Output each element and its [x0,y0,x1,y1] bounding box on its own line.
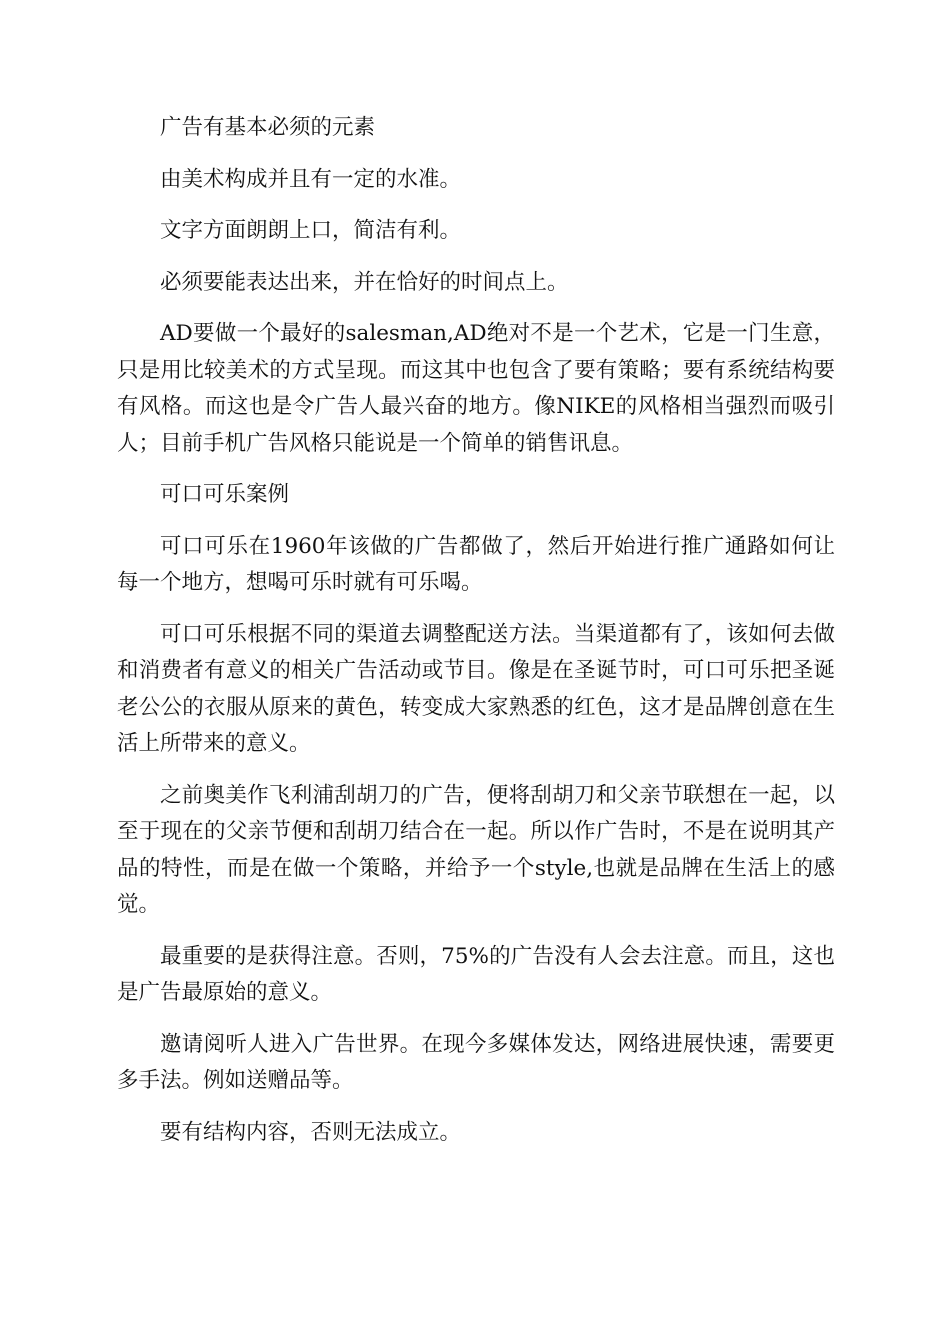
paragraph-wording: 文字方面朗朗上口，简洁有利。 [160,218,462,243]
paragraph-heading-ad-elements: 广告有基本必须的元素 [160,115,376,140]
document-page [117,110,835,1166]
paragraph-coca-cola-1960: 可口可乐在1960年该做的广告都做了，然后开始进行推广通路如何让每一个地方，想喝可乐时就有可乐喝。 [117,533,835,595]
paragraph-philips-razor: 之前奥美作飞利浦刮胡刀的广告，便将刮胡刀和父亲节联想在一起，以至于现在的父亲节便和刮胡刀结合在一起。所以作广告时，不是在说明其产品的特性，而是在做一个策略，并给予一个style,也就是品牌在生活上的感觉。 [117,782,835,917]
paragraph-invite-audience: 邀请阅听人进入广告世界。在现今多媒体发达，网络进展快速，需要更多手法。例如送赠品等。 [117,1031,835,1093]
paragraph-heading-coca-cola-case: 可口可乐案例 [160,482,290,507]
paragraph-coca-cola-channels: 可口可乐根据不同的渠道去调整配送方法。当渠道都有了，该如何去做和消费者有意义的相关广告活动或节目。像是在圣诞节时，可口可乐把圣诞老公公的衣服从原来的黄色，转变成大家熟悉的红色，这才是品牌创意在生活上所带来的意义。 [117,621,835,756]
paragraph-timing: 必须要能表达出来，并在恰好的时间点上。 [160,269,569,295]
paragraph-art-standard: 由美术构成并且有一定的水准。 [160,166,462,192]
paragraph-ad-salesman: AD要做一个最好的salesman,AD绝对不是一个艺术，它是一门生意，只是用比较美术的方式呈现。而这其中也包含了要有策略；要有系统结构要有风格。而这也是令广告人最兴奋的地方。像NIKE的风格相当强烈而吸引人；目前手机广告风格只能说是一个简单的销售讯息。 [117,321,835,456]
paragraph-attention: 最重要的是获得注意。否则，75%的广告没有人会去注意。而且，这也是广告最原始的意义。 [117,943,835,1005]
paragraph-structure: 要有结构内容，否则无法成立。 [160,1119,462,1145]
